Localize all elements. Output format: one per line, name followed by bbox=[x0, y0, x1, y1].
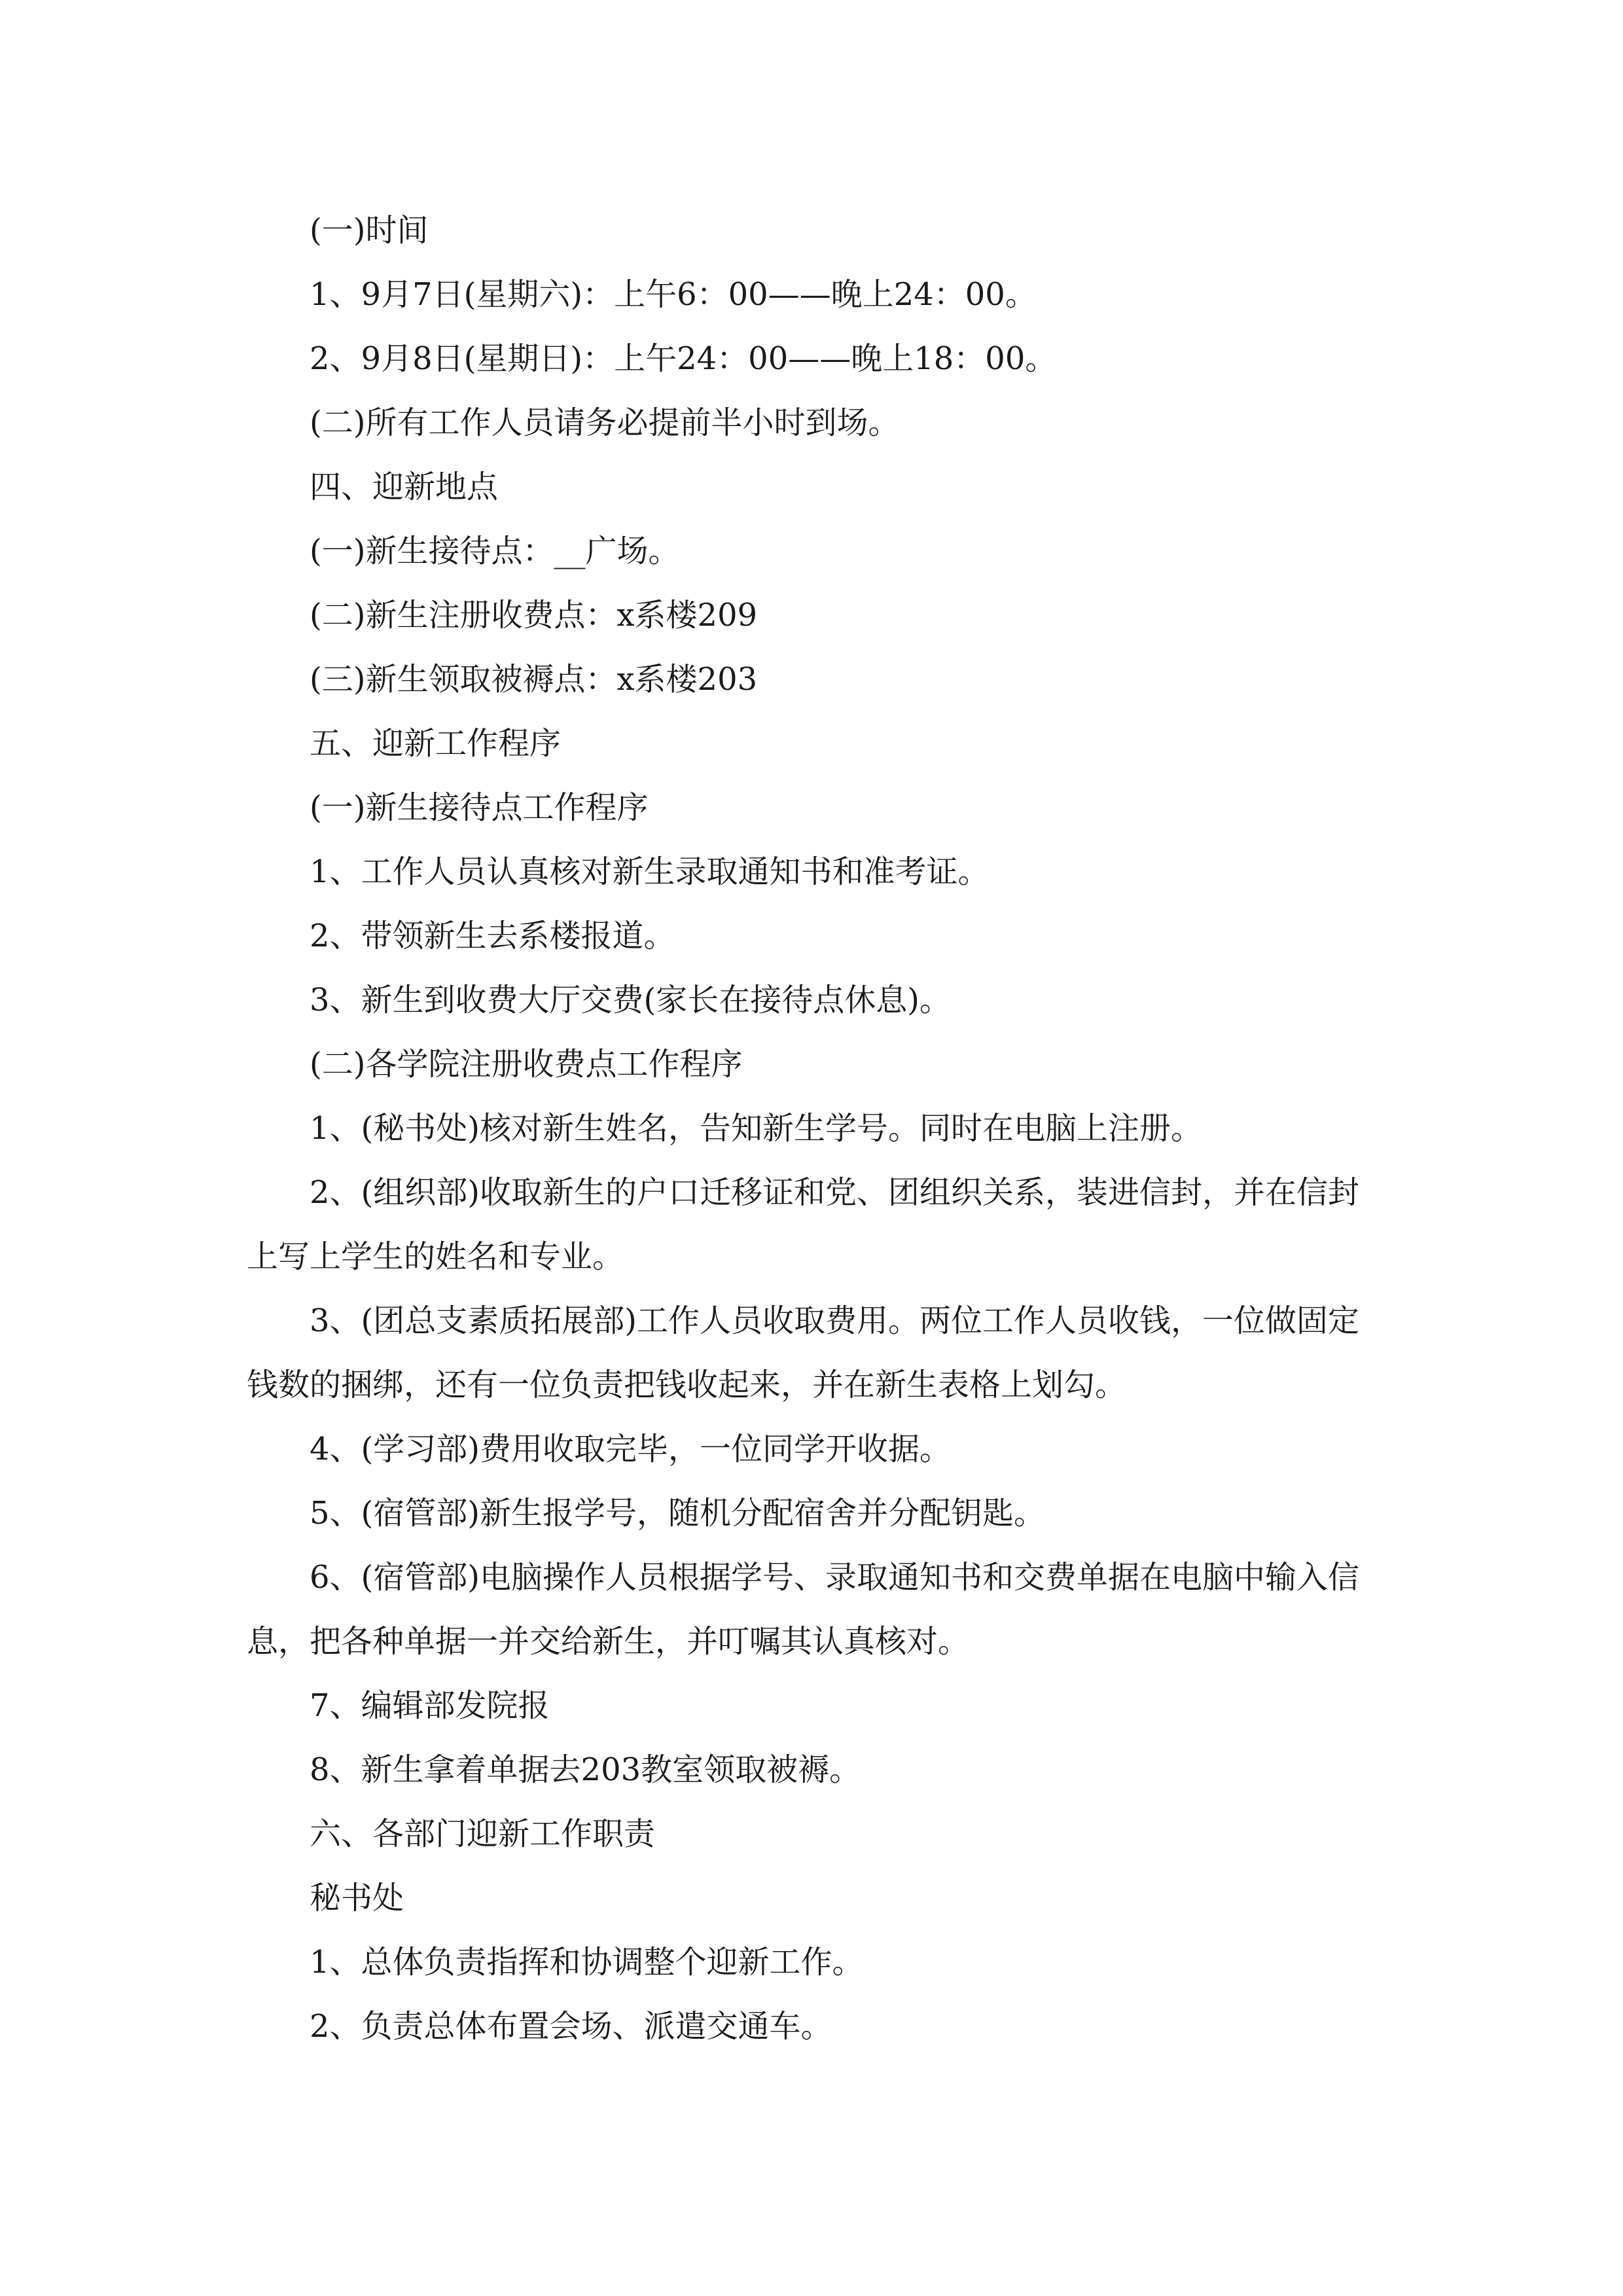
paragraph-location-3: (三)新生领取被褥点：x系楼203 bbox=[310, 661, 758, 698]
section-heading-duties: 六、各部门迎新工作职责 bbox=[310, 1816, 656, 1852]
paragraph-arrive-early: (二)所有工作人员请务必提前半小时到场。 bbox=[310, 404, 900, 441]
section-heading-procedure: 五、迎新工作程序 bbox=[310, 725, 562, 762]
paragraph-location-1: (一)新生接待点：__广场。 bbox=[310, 533, 680, 569]
paragraph-registration-4: 4、(学习部)费用收取完毕，一位同学开收据。 bbox=[310, 1431, 951, 1467]
paragraph-secretariat-1: 1、总体负责指挥和协调整个迎新工作。 bbox=[310, 1944, 864, 1981]
document-body bbox=[247, 198, 1381, 2058]
paragraph-reception-2: 2、带领新生去系楼报道。 bbox=[310, 918, 675, 954]
paragraph-location-2: (二)新生注册收费点：x系楼209 bbox=[310, 597, 758, 634]
section-heading-locations: 四、迎新地点 bbox=[310, 469, 499, 505]
paragraph-reception-3: 3、新生到收费大厅交费(家长在接待点休息)。 bbox=[310, 982, 951, 1018]
subheading-secretariat: 秘书处 bbox=[310, 1880, 404, 1916]
paragraph-registration-2: 2、(组织部)收取新生的户口迁移证和党、团组织关系，装进信封，并在信封上写上学生的姓名和专业。 bbox=[247, 1174, 1359, 1275]
paragraph-registration-6: 6、(宿管部)电脑操作人员根据学号、录取通知书和交费单据在电脑中输入信息，把各种单据一并交给新生，并叮嘱其认真核对。 bbox=[247, 1559, 1359, 1660]
subheading-reception-procedure: (一)新生接待点工作程序 bbox=[310, 789, 649, 826]
paragraph-registration-7: 7、编辑部发院报 bbox=[310, 1687, 550, 1724]
paragraph-time-heading: (一)时间 bbox=[310, 212, 429, 249]
paragraph-registration-3: 3、(团总支素质拓展部)工作人员收取费用。两位工作人员收钱，一位做固定钱数的捆绑，还有一位负责把钱收起来，并在新生表格上划勾。 bbox=[247, 1302, 1359, 1403]
paragraph-registration-8: 8、新生拿着单据去203教室领取被褥。 bbox=[310, 1751, 861, 1788]
subheading-registration-procedure: (二)各学院注册收费点工作程序 bbox=[310, 1046, 743, 1083]
paragraph-reception-1: 1、工作人员认真核对新生录取通知书和准考证。 bbox=[310, 853, 990, 890]
paragraph-time-2: 2、9月8日(星期日)：上午24：00——晚上18：00。 bbox=[310, 340, 1057, 377]
paragraph-secretariat-2: 2、负责总体布置会场、派遣交通车。 bbox=[310, 2008, 832, 2045]
paragraph-registration-1: 1、(秘书处)核对新生姓名，告知新生学号。同时在电脑上注册。 bbox=[310, 1110, 1202, 1147]
paragraph-registration-5: 5、(宿管部)新生报学号，随机分配宿舍并分配钥匙。 bbox=[310, 1495, 1045, 1532]
paragraph-time-1: 1、9月7日(星期六)：上午6：00——晚上24：00。 bbox=[310, 276, 1037, 313]
